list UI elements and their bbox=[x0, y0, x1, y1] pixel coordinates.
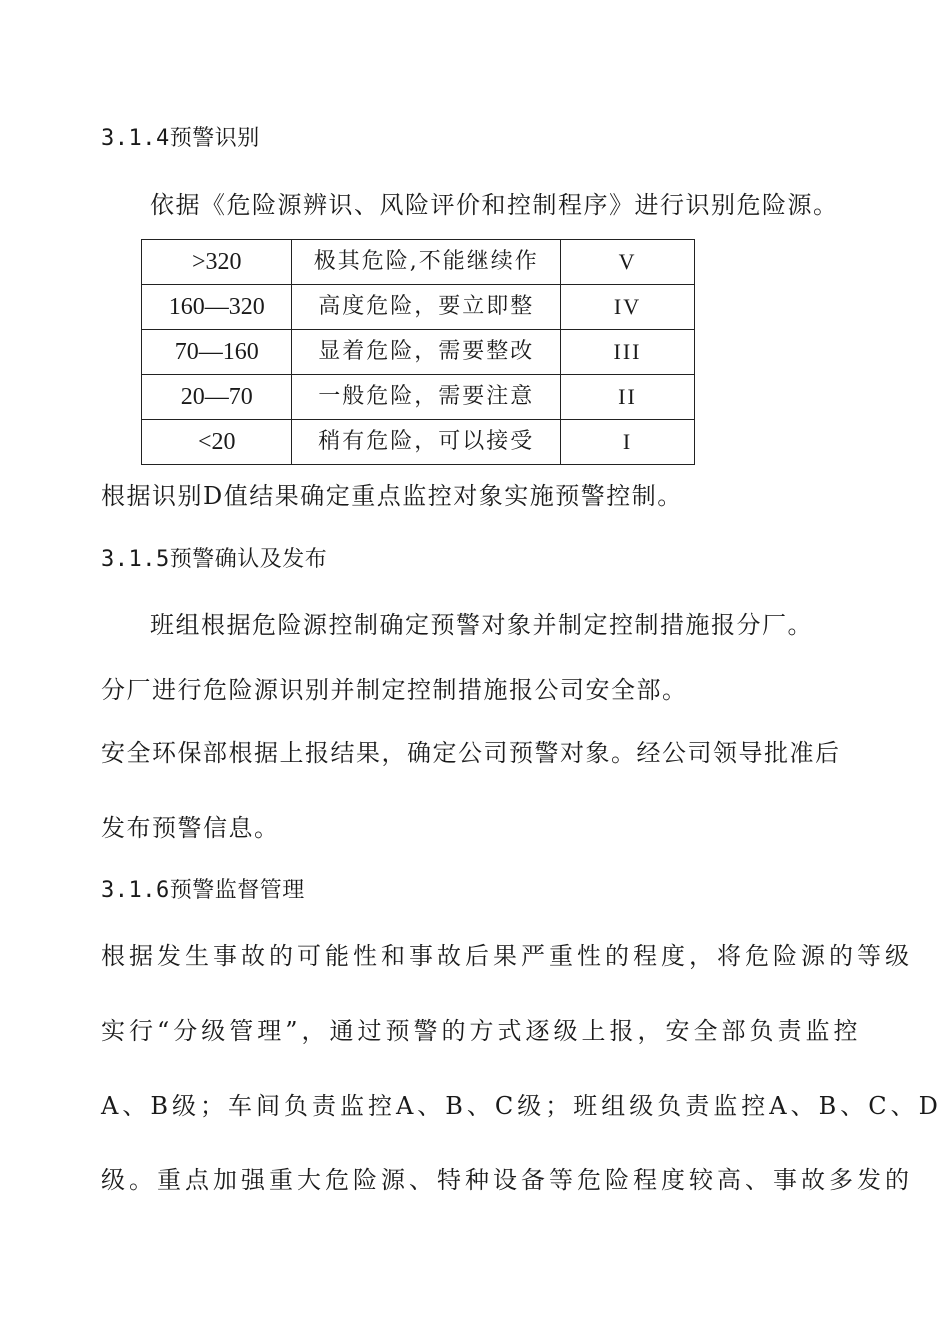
paragraph: 安全环保部根据上报结果，确定公司预警对象。经公司领导批准后 bbox=[101, 739, 841, 767]
paragraph: A、B级；车间负责监控A、B、C级；班组级负责监控A、B、C、D bbox=[101, 1092, 942, 1120]
score-cell: 20—70 bbox=[142, 375, 292, 420]
level-cell: II bbox=[561, 375, 695, 420]
paragraph: 根据发生事故的可能性和事故后果严重性的程度，将危险源的等级 bbox=[101, 942, 913, 970]
level-cell: V bbox=[561, 240, 695, 285]
intro-paragraph: 依据《危险源辨识、风险评价和控制程序》进行识别危险源。 bbox=[150, 191, 839, 219]
level-cell: III bbox=[561, 330, 695, 375]
score-cell: 70—160 bbox=[142, 330, 292, 375]
after-table-paragraph: 根据识别D值结果确定重点监控对象实施预警控制。 bbox=[101, 482, 683, 510]
description-cell: 高度危险，要立即整 bbox=[292, 285, 561, 330]
score-cell: <20 bbox=[142, 420, 292, 465]
paragraph: 级。重点加强重大危险源、特种设备等危险程度较高、事故多发的 bbox=[101, 1166, 913, 1194]
description-cell: 一般危险，需要注意 bbox=[292, 375, 561, 420]
risk-level-table bbox=[141, 239, 695, 465]
section-heading-3-1-5: 3.1.5预警确认及发布 bbox=[101, 547, 328, 572]
table-row bbox=[142, 330, 695, 375]
paragraph: 发布预警信息。 bbox=[101, 814, 280, 842]
score-cell: 160—320 bbox=[142, 285, 292, 330]
description-cell: 显着危险，需要整改 bbox=[292, 330, 561, 375]
table-row bbox=[142, 375, 695, 420]
section-heading-3-1-4: 3.1.4预警识别 bbox=[101, 126, 260, 151]
paragraph: 实行“分级管理”，通过预警的方式逐级上报，安全部负责监控 bbox=[101, 1017, 862, 1045]
table-row bbox=[142, 285, 695, 330]
table-row bbox=[142, 420, 695, 465]
table-row bbox=[142, 240, 695, 285]
paragraph: 班组根据危险源控制确定预警对象并制定控制措施报分厂。 bbox=[150, 611, 813, 639]
paragraph: 分厂进行危险源识别并制定控制措施报公司安全部。 bbox=[101, 676, 688, 704]
description-cell: 极其危险,不能继续作 bbox=[292, 240, 561, 285]
description-cell: 稍有危险，可以接受 bbox=[292, 420, 561, 465]
level-cell: IV bbox=[561, 285, 695, 330]
level-cell: I bbox=[561, 420, 695, 465]
score-cell: >320 bbox=[142, 240, 292, 285]
section-heading-3-1-6: 3.1.6预警监督管理 bbox=[101, 878, 305, 903]
